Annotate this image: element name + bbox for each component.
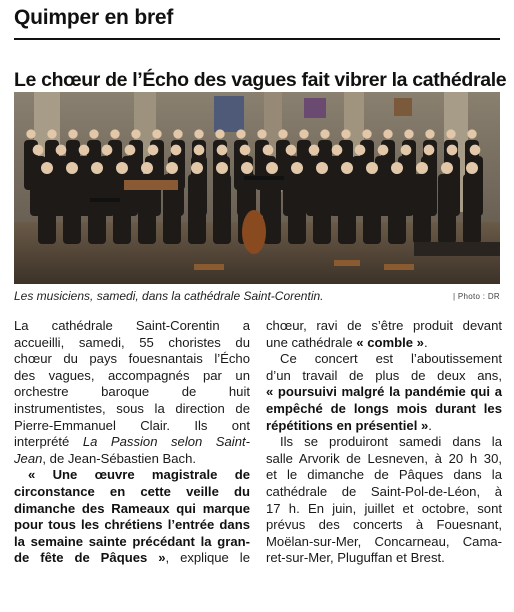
work-title-end: Jean (14, 450, 43, 466)
text-line: salle Arvorik de Lesneven, à 20 h 30, (266, 450, 502, 466)
choir-face (215, 129, 224, 138)
text-span: , explique le (165, 550, 250, 566)
text-line (14, 550, 250, 567)
choir-face (171, 145, 182, 156)
choir-face (240, 145, 251, 156)
choir-face (467, 129, 476, 138)
text-line: chœur du pays fouesnantais l’Écho (14, 351, 250, 367)
choir-member (38, 174, 56, 244)
choir-face (191, 162, 203, 174)
choir-face (286, 145, 297, 156)
choir-face (341, 162, 353, 174)
choir-face (216, 162, 228, 174)
choir-face (309, 145, 320, 156)
choir-face (41, 162, 53, 174)
choir-face (110, 129, 119, 138)
article-photo (14, 92, 500, 284)
choir-face (316, 162, 328, 174)
choir-face (91, 162, 103, 174)
text-line: instrumentistes, sous la direction de (14, 400, 250, 416)
choir-face (26, 129, 35, 138)
choir-face (241, 162, 253, 174)
quote-text: « Une œuvre magistrale de (28, 467, 250, 483)
choir-face (341, 129, 350, 138)
choir-member (388, 174, 406, 244)
paragraph-quote (14, 467, 250, 567)
choir-face (79, 145, 90, 156)
choir-face (56, 145, 67, 156)
text-line: cathédrale de Saint-Pol-de-Léon, à (266, 483, 502, 499)
text-line: Ce concert est l’aboutissement (280, 351, 502, 367)
text-span: . (423, 334, 428, 350)
quote-text: de fête de Pâques » (14, 550, 166, 566)
choir-face (416, 162, 428, 174)
choir-face (425, 129, 434, 138)
paragraph-continuation (266, 318, 502, 351)
text-line (14, 467, 250, 484)
choir-face (332, 145, 343, 156)
paragraph-project (266, 351, 502, 434)
choir-face (424, 145, 435, 156)
quote-text: la semaine sainte précédant la gran- (14, 533, 250, 549)
choir-face (447, 145, 458, 156)
text-line: prévus des concerts à Fouesnant, (266, 517, 502, 533)
text-line (14, 517, 250, 534)
choir-face (217, 145, 228, 156)
choir-face (299, 129, 308, 138)
choir-face (441, 162, 453, 174)
text-span: , de Jean-Sébastien Bach. (42, 450, 196, 466)
choir-member (288, 174, 306, 244)
choir-face (266, 162, 278, 174)
choir-face (102, 145, 113, 156)
paragraph-concerts (266, 434, 502, 567)
text-line: des vagues, accompagnés par un (14, 367, 250, 383)
choir-member (438, 174, 456, 244)
rubric-divider (14, 38, 500, 40)
quote-text: pour tous les chrétiens l’entrée dans (14, 517, 250, 533)
text-line: Ils se produiront samedi dans la (280, 434, 502, 450)
quote-text: « comble » (356, 334, 424, 350)
quote-text: « poursuivi malgré la pandémie qui a (266, 384, 502, 400)
text-line: 17 h. En juin, juillet et octobre, sont (266, 500, 502, 516)
choir-face (68, 129, 77, 138)
text-line: accueilli, samedi, 55 choristes du (14, 334, 250, 350)
text-line (266, 335, 502, 352)
choir-face (466, 162, 478, 174)
choir-member (213, 174, 231, 244)
choir-face (257, 129, 266, 138)
choir-member (188, 174, 206, 244)
choir-face (33, 145, 44, 156)
choir-member (363, 174, 381, 244)
text-span: interprété (14, 434, 70, 450)
choir-photo-illustration (14, 92, 500, 284)
text-line (14, 484, 250, 501)
choir-face (470, 145, 481, 156)
choir-face (391, 162, 403, 174)
article-column-right (266, 318, 502, 567)
text-line: Pierre-Emmanuel Clair. Ils ont (14, 417, 250, 433)
choir-face (166, 162, 178, 174)
choir-face (173, 129, 182, 138)
choir-face (355, 145, 366, 156)
choir-member (413, 174, 431, 244)
work-title: La Passion selon Saint- (82, 434, 251, 450)
text-span: une cathédrale (266, 334, 353, 350)
choir-face (401, 145, 412, 156)
choir-face (141, 162, 153, 174)
choir-face (320, 129, 329, 138)
choir-face (148, 145, 159, 156)
choir-face (404, 129, 413, 138)
choir-face (362, 129, 371, 138)
choir-member (463, 174, 481, 244)
choir-face (131, 129, 140, 138)
paragraph-intro (14, 318, 250, 467)
text-line: La cathédrale Saint-Corentin a (14, 318, 250, 333)
text-line (14, 434, 250, 451)
text-line (14, 451, 250, 468)
text-line (266, 384, 502, 401)
text-line: chœur, ravi de s’être produit devant (266, 318, 502, 333)
choir-face (278, 129, 287, 138)
choir-face (378, 145, 389, 156)
quote-text: circonstance en cette veille du (14, 483, 250, 499)
text-line (266, 418, 502, 435)
quote-text: répétitions en présentiel » (266, 417, 429, 433)
choir-member (63, 174, 81, 244)
choir-face (47, 129, 56, 138)
text-line: orchestre baroque de huit (14, 384, 250, 400)
choir-face (116, 162, 128, 174)
article-column-left (14, 318, 250, 567)
choir-face (263, 145, 274, 156)
choir-face (366, 162, 378, 174)
text-line (14, 501, 250, 518)
photo-caption: Les musiciens, samedi, dans la cathédrale Saint-Corentin. (14, 289, 324, 303)
text-line (14, 534, 250, 551)
text-line: d’un travail de plus de deux ans, (266, 367, 502, 383)
choir-face (446, 129, 455, 138)
choir-face (291, 162, 303, 174)
text-line: ret-sur-Mer, Pluguffan et Brest. (266, 550, 445, 566)
choir-face (194, 129, 203, 138)
text-line: et le dimanche de Pâques dans la (266, 467, 502, 483)
choir-face (125, 145, 136, 156)
choir-face (194, 145, 205, 156)
quote-text: empêché de longs mois durant les (266, 400, 502, 416)
choir-member (313, 174, 331, 244)
quote-text: dimanche des Rameaux qui marque (14, 500, 250, 516)
choir-face (383, 129, 392, 138)
section-rubric: Quimper en bref (14, 6, 174, 29)
choir-face (152, 129, 161, 138)
text-line (266, 401, 502, 418)
text-line: Moëlan-sur-Mer, Concarneau, Cama- (266, 533, 502, 549)
choir-face (236, 129, 245, 138)
choir-face (66, 162, 78, 174)
choir-face (89, 129, 98, 138)
choir-member (88, 174, 106, 244)
article-headline: Le chœur de l’Écho des vagues fait vibrer la cathédrale (14, 69, 507, 92)
photo-credit: | Photo : DR (452, 292, 500, 301)
text-span: . (428, 417, 432, 433)
choir-member (338, 174, 356, 244)
